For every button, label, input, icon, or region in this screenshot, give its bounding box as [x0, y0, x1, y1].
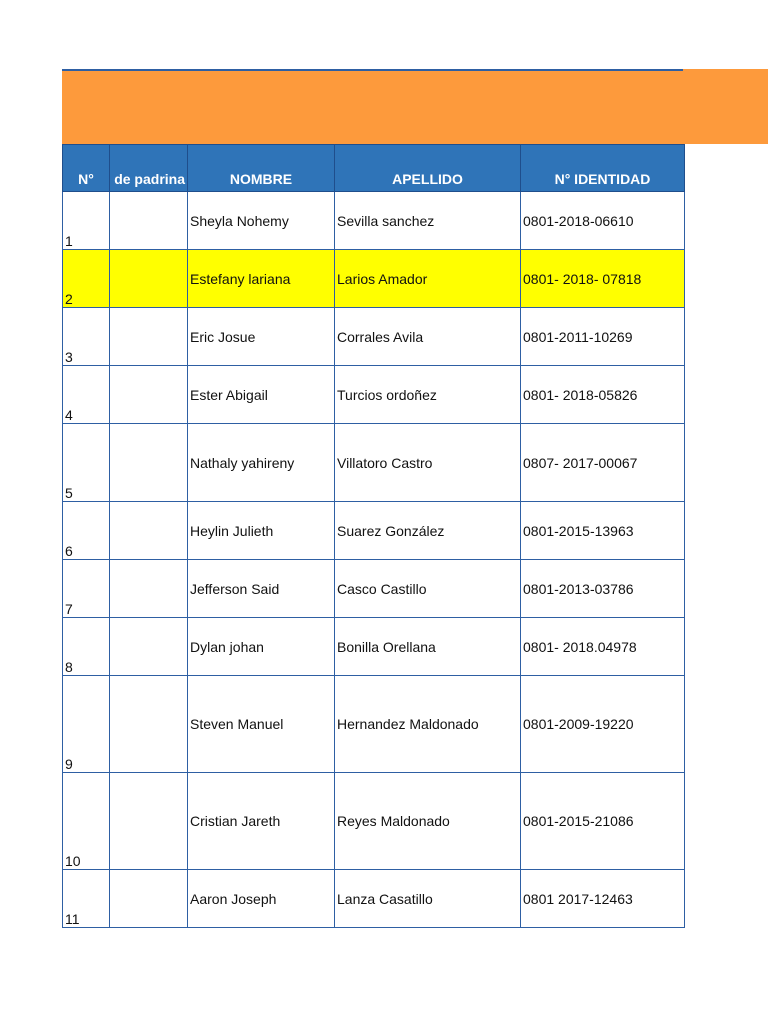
table-row [63, 308, 685, 366]
cell-num[interactable]: 9 [63, 676, 110, 773]
cell-identidad[interactable]: 0801-2009-19220 [521, 676, 685, 773]
cell-padrino[interactable] [110, 424, 188, 502]
table-row [63, 250, 685, 308]
cell-num[interactable]: 5 [63, 424, 110, 502]
cell-nombre[interactable]: Sheyla Nohemy [188, 192, 335, 250]
cell-padrino[interactable] [110, 560, 188, 618]
cell-nombre[interactable]: Cristian Jareth [188, 773, 335, 870]
cell-apellido[interactable]: Villatoro Castro [335, 424, 521, 502]
table-row [63, 366, 685, 424]
table-row [63, 870, 685, 928]
cell-apellido[interactable]: Reyes Maldonado [335, 773, 521, 870]
cell-identidad[interactable]: 0801- 2018.04978 [521, 618, 685, 676]
cell-apellido[interactable]: Larios Amador [335, 250, 521, 308]
cell-apellido[interactable]: Sevilla sanchez [335, 192, 521, 250]
header-num[interactable]: N° [63, 145, 110, 192]
table-row [63, 192, 685, 250]
table-row [63, 560, 685, 618]
cell-apellido[interactable]: Turcios ordoñez [335, 366, 521, 424]
cell-identidad[interactable]: 0801- 2018- 07818 [521, 250, 685, 308]
cell-identidad[interactable]: 0801-2015-13963 [521, 502, 685, 560]
cell-apellido[interactable]: Hernandez Maldonado [335, 676, 521, 773]
cell-apellido[interactable]: Corrales Avila [335, 308, 521, 366]
cell-nombre[interactable]: Nathaly yahireny [188, 424, 335, 502]
cell-padrino[interactable] [110, 502, 188, 560]
cell-apellido[interactable]: Casco Castillo [335, 560, 521, 618]
cell-num[interactable]: 11 [63, 870, 110, 928]
table-row [63, 424, 685, 502]
cell-padrino[interactable] [110, 676, 188, 773]
cell-padrino[interactable] [110, 773, 188, 870]
cell-nombre[interactable]: Ester Abigail [188, 366, 335, 424]
cell-padrino[interactable] [110, 618, 188, 676]
cell-apellido[interactable]: Suarez González [335, 502, 521, 560]
cell-num[interactable]: 8 [63, 618, 110, 676]
cell-num[interactable]: 4 [63, 366, 110, 424]
table-row [63, 618, 685, 676]
cell-num[interactable]: 2 [63, 250, 110, 308]
header-padrino[interactable]: de padrina [110, 145, 188, 192]
header-row [63, 145, 685, 192]
table-row [63, 502, 685, 560]
header-nombre[interactable]: NOMBRE [188, 145, 335, 192]
header-apellido[interactable]: APELLIDO [335, 145, 521, 192]
cell-num[interactable]: 3 [63, 308, 110, 366]
cell-nombre[interactable]: Heylin Julieth [188, 502, 335, 560]
cell-apellido[interactable]: Bonilla Orellana [335, 618, 521, 676]
student-table [62, 144, 685, 928]
cell-num[interactable]: 6 [63, 502, 110, 560]
cell-identidad[interactable]: 0801 2017-12463 [521, 870, 685, 928]
cell-apellido[interactable]: Lanza Casatillo [335, 870, 521, 928]
cell-num[interactable]: 10 [63, 773, 110, 870]
cell-nombre[interactable]: Estefany lariana [188, 250, 335, 308]
cell-padrino[interactable] [110, 192, 188, 250]
cell-num[interactable]: 1 [63, 192, 110, 250]
cell-nombre[interactable]: Eric Josue [188, 308, 335, 366]
cell-identidad[interactable]: 0801-2011-10269 [521, 308, 685, 366]
cell-identidad[interactable]: 0801-2015-21086 [521, 773, 685, 870]
cell-padrino[interactable] [110, 366, 188, 424]
cell-nombre[interactable]: Aaron Joseph [188, 870, 335, 928]
table-row [63, 676, 685, 773]
banner-top-border [62, 69, 683, 71]
cell-identidad[interactable]: 0801-2013-03786 [521, 560, 685, 618]
cell-identidad[interactable]: 0801-2018-06610 [521, 192, 685, 250]
table-row [63, 773, 685, 870]
cell-nombre[interactable]: Dylan johan [188, 618, 335, 676]
cell-padrino[interactable] [110, 250, 188, 308]
cell-nombre[interactable]: Steven Manuel [188, 676, 335, 773]
cell-identidad[interactable]: 0801- 2018-05826 [521, 366, 685, 424]
cell-nombre[interactable]: Jefferson Said [188, 560, 335, 618]
cell-padrino[interactable] [110, 308, 188, 366]
cell-num[interactable]: 7 [63, 560, 110, 618]
cell-identidad[interactable]: 0807- 2017-00067 [521, 424, 685, 502]
header-identidad[interactable]: N° IDENTIDAD [521, 145, 685, 192]
title-banner [62, 69, 768, 144]
cell-padrino[interactable] [110, 870, 188, 928]
